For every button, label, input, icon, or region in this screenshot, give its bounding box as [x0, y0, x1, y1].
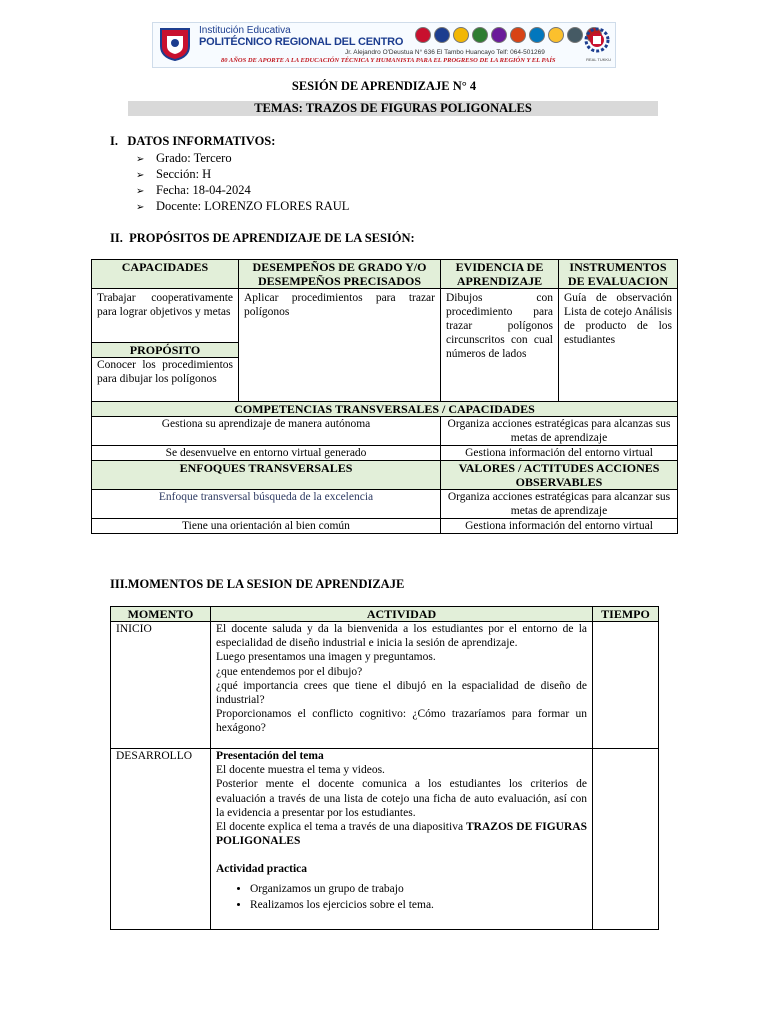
activity-list	[216, 881, 587, 913]
table-row	[92, 446, 678, 461]
cell-desempeno: Aplicar procedimientos para trazar polígonos	[239, 289, 441, 402]
list-item	[136, 166, 349, 182]
purposes-table	[91, 259, 678, 534]
section-3-heading: III.MOMENTOS DE LA SESION DE APRENDIZAJE	[110, 577, 405, 591]
arrow-bullet-icon: ➢	[136, 202, 145, 213]
section-2-title: PROPÓSITOS DE APRENDIZAJE DE LA SESIÓN:	[129, 231, 415, 245]
header-momento: MOMENTO	[111, 607, 211, 622]
section-1-title: DATOS INFORMATIVOS:	[127, 134, 276, 148]
valor-1: Organiza acciones estratégicas para alcanzar sus metas de aprendizaje	[441, 490, 678, 519]
section-1-heading	[110, 134, 275, 149]
table-header-row	[92, 260, 678, 289]
partner-emblem-icon	[434, 27, 450, 43]
table-row	[92, 490, 678, 519]
desarrollo-text-1: El docente muestra el tema y videos.	[216, 764, 385, 777]
list-item	[136, 198, 349, 214]
arrow-bullet-icon: ➢	[136, 154, 145, 165]
table-row	[111, 622, 659, 749]
desarrollo-heading: Presentación del tema	[216, 750, 324, 762]
activity-practice-heading: Actividad practica	[216, 863, 308, 876]
valores-label: VALORES / ACTITUDES ACCIONES OBSERVABLES	[441, 461, 678, 490]
institution-crest-icon	[157, 26, 193, 62]
partner-emblems	[415, 27, 602, 43]
info-teacher: Docente: LORENZO FLORES RAUL	[156, 199, 350, 213]
institution-address: Jr. Alejandro O'Deustua N° 636 El Tambo Huancayo Telf: 064-501269	[345, 49, 545, 56]
desarrollo-topic-emphasis: TRAZOS DE FIGURAS POLIGONALES	[216, 821, 587, 848]
cell-instrumentos: Guía de observación Lista de cotejo Análisis de producto de los estudiantes	[559, 289, 678, 402]
section-2-number: II.	[110, 231, 123, 245]
desarrollo-text-3	[216, 820, 587, 848]
list-item	[136, 150, 349, 166]
moment-desarrollo: DESARROLLO	[111, 749, 211, 930]
partner-emblem-icon	[453, 27, 469, 43]
competencia-2: Se desenvuelve en entorno virtual generado	[92, 446, 441, 461]
list-item: • Realizamos los ejercicios sobre el tema.	[250, 897, 587, 913]
inicio-text-2: Luego presentamos una imagen y preguntamos.	[216, 651, 436, 664]
partner-emblem-icon	[529, 27, 545, 43]
list-item: • Organizamos un grupo de trabajo	[250, 881, 587, 897]
partner-emblem-icon	[567, 27, 583, 43]
table-row	[111, 749, 659, 930]
partner-emblem-icon	[510, 27, 526, 43]
enfoque-2: Tiene una orientación al bien común	[92, 519, 441, 534]
header-evidencia: EVIDENCIA DE APRENDIZAJE	[441, 260, 559, 289]
table-header-row	[111, 607, 659, 622]
arrow-bullet-icon: ➢	[136, 186, 145, 197]
cell-evidencia: Dibujos con procedimiento para trazar polígonos circunscritos con cual números de lados	[441, 289, 559, 402]
competencias-label: COMPETENCIAS TRANSVERSALES / CAPACIDADES	[92, 402, 678, 417]
table-row	[92, 519, 678, 534]
activity-desarrollo	[211, 749, 593, 930]
topic-bar: TEMAS: TRAZOS DE FIGURAS POLIGONALES	[128, 101, 658, 116]
spacer	[216, 848, 587, 862]
section-2-heading	[110, 231, 415, 246]
header-actividad: ACTIVIDAD	[211, 607, 593, 622]
activity-inicio	[211, 622, 593, 749]
table-row	[92, 402, 678, 417]
institution-motto: 80 AÑOS DE APORTE A LA EDUCACIÓN TÉCNICA Y HUMANISTA PARA EL PROGRESO DE LA REGIÓN Y EL PAÍS	[221, 57, 556, 64]
institution-banner	[152, 22, 616, 68]
header-capacidades: CAPACIDADES	[92, 260, 239, 289]
list-item	[136, 182, 349, 198]
partner-emblem-icon	[548, 27, 564, 43]
moment-inicio: INICIO	[111, 622, 211, 749]
enfoque-1: Enfoque transversal búsqueda de la excelencia	[92, 490, 441, 519]
partner-emblem-icon	[415, 27, 431, 43]
moments-table	[110, 606, 659, 930]
cell-proposito: Conocer los procedimientos para dibujar los polígonos	[92, 358, 239, 402]
partner-emblem-icon	[472, 27, 488, 43]
inicio-text-4: ¿qué importancia crees que tiene el dibujó en la espacialidad de diseño de industrial?	[216, 679, 587, 707]
time-inicio	[593, 622, 659, 749]
institution-name: POLITÉCNICO REGIONAL DEL CENTRO	[199, 36, 404, 48]
time-desarrollo	[593, 749, 659, 930]
valor-2: Gestiona información del entorno virtual	[441, 519, 678, 534]
header-instrumentos: INSTRUMENTOS DE EVALUACION	[559, 260, 678, 289]
info-grade: Grado: Tercero	[156, 151, 232, 165]
arrow-bullet-icon: ➢	[136, 170, 145, 181]
info-list	[136, 150, 349, 214]
info-date: Fecha: 18-04-2024	[156, 183, 251, 197]
header-desempenos: DESEMPEÑOS DE GRADO Y/O DESEMPEÑOS PRECISADOS	[239, 260, 441, 289]
table-row	[92, 417, 678, 446]
info-section: Sección: H	[156, 167, 212, 181]
section-1-number: I.	[110, 134, 118, 148]
proposito-label: PROPÓSITO	[92, 343, 239, 358]
inicio-text-1: El docente saluda y da la bienvenida a los estudiantes por el entorno de la especialidad de diseño industrial e inicia la sesión de aprendizaje.	[216, 623, 587, 650]
partner-emblem-icon	[491, 27, 507, 43]
enfoques-label: ENFOQUES TRANSVERSALES	[92, 461, 441, 490]
table-row	[92, 461, 678, 490]
inicio-text-5: Proporcionamos el conflicto cognitivo: ¿Cómo trazaríamos para formar un hexágono?	[216, 708, 587, 735]
institution-type: Institución Educativa	[199, 25, 291, 36]
session-title: SESIÓN DE APRENDIZAJE N° 4	[291, 79, 477, 93]
capacidad-1: Organiza acciones estratégicas para alcanzas sus metas de aprendizaje	[441, 417, 678, 446]
desarrollo-text-3-lead: El docente explica el tema a través de una diapositiva	[216, 821, 467, 834]
competencia-1: Gestiona su aprendizaje de manera autónoma	[92, 417, 441, 446]
desarrollo-text-2: Posterior mente el docente comunica a los estudiantes los criterios de evaluación a través de una lista de cotejo una ficha de auto evaluación, así con la evidencia a presentar por los estudiantes.	[216, 778, 587, 819]
right-logo-caption: REAL TUKKU	[586, 57, 611, 62]
capacidad-2: Gestiona información del entorno virtual	[441, 446, 678, 461]
cell-capacidad: Trabajar cooperativamente para lograr objetivos y metas	[92, 289, 239, 343]
table-row	[92, 289, 678, 343]
header-tiempo: TIEMPO	[593, 607, 659, 622]
inicio-text-3: ¿que entendemos por el dibujo?	[216, 665, 363, 678]
